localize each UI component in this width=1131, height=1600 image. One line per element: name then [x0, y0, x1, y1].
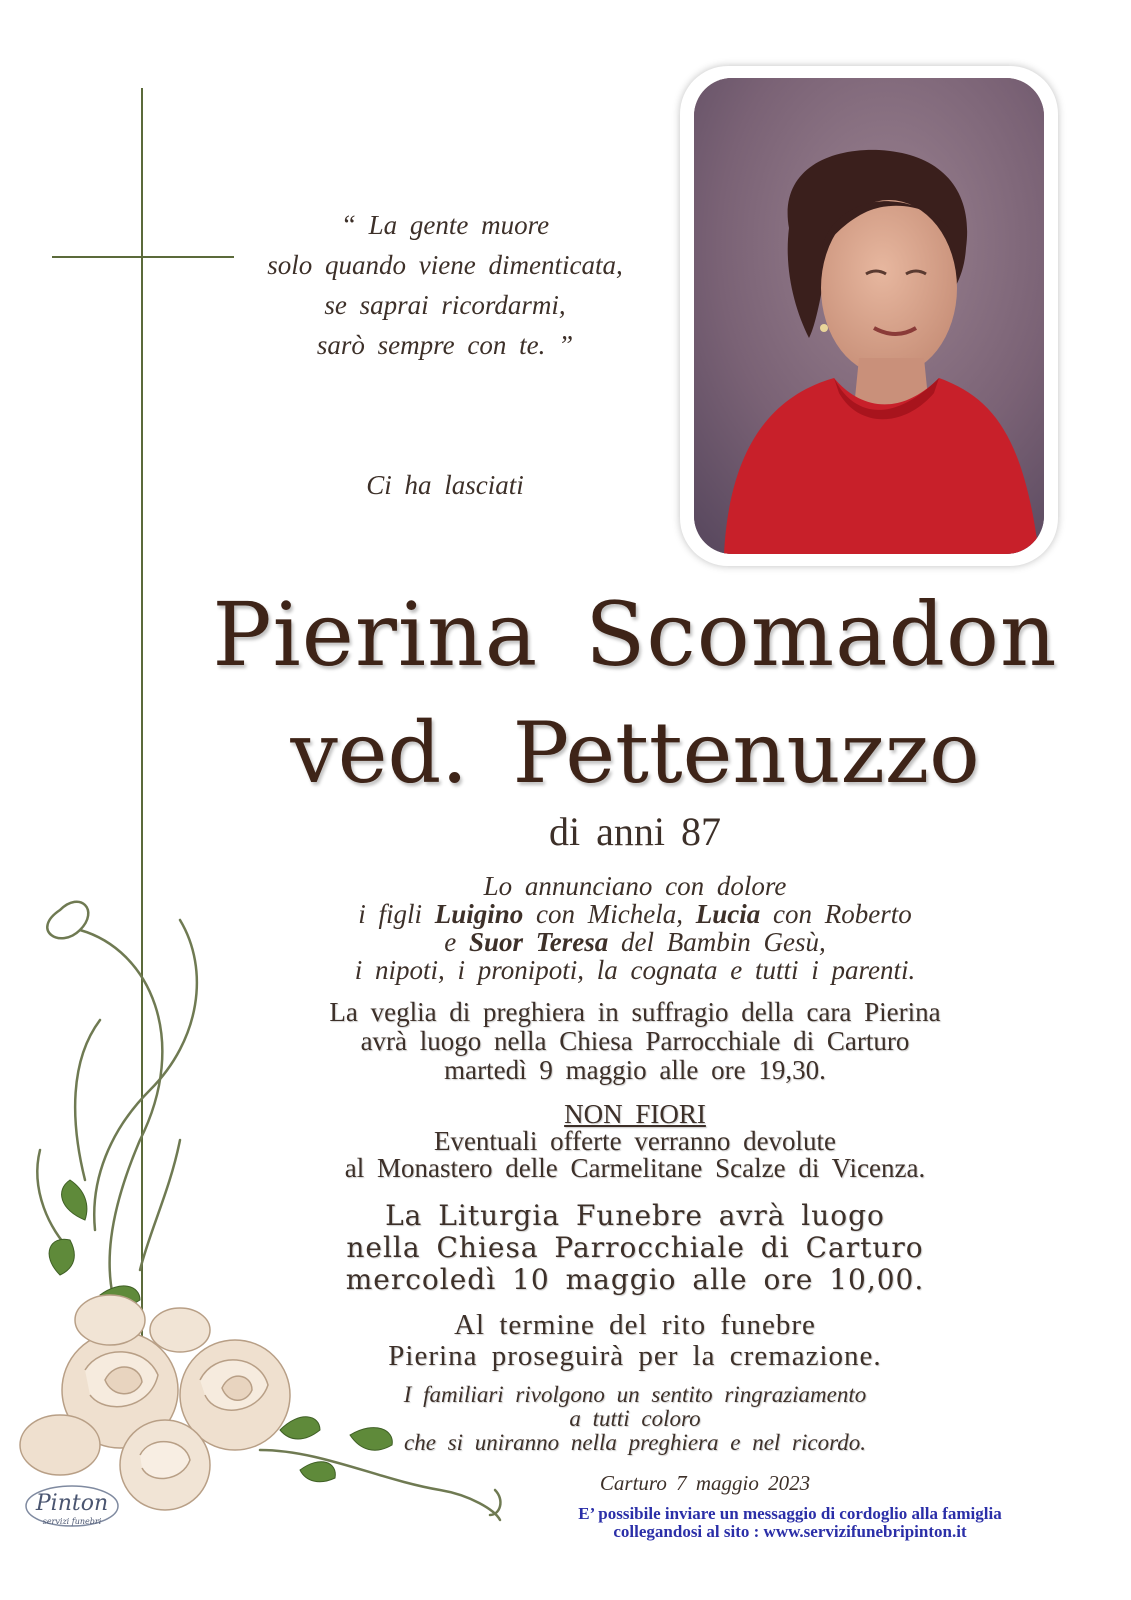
- thanks-line: che si uniranno nella preghiera e nel ricordo.: [404, 1430, 866, 1455]
- thanks-line: a tutti coloro: [569, 1406, 701, 1431]
- cremation-line: Pierina proseguirà per la cremazione.: [388, 1340, 882, 1372]
- pinton-logo: [22, 1478, 122, 1534]
- announcement-text: e: [444, 927, 469, 957]
- deceased-name: Pierina Scomadon: [212, 583, 1058, 686]
- website-notice-line: E’ possibile inviare un messaggio di cordoglio alla famiglia: [578, 1504, 1002, 1523]
- vigil-line: La veglia di preghiera in suffragio della cara Pierina: [329, 997, 941, 1027]
- memorial-quote: [225, 205, 665, 365]
- liturgy-line: nella Chiesa Parrocchiale di Carturo: [346, 1231, 924, 1264]
- quote-line: sarò sempre con te. ”: [316, 330, 574, 360]
- date-place: Carturo 7 maggio 2023: [599, 1471, 811, 1495]
- announcement-text: i figli: [358, 899, 435, 929]
- thanks-line: I familiari rivolgono un sentito ringraziamento: [403, 1382, 867, 1407]
- cross-horizontal-bar: [52, 256, 234, 258]
- liturgy-line: mercoledì 10 maggio alle ore 10,00.: [345, 1263, 925, 1296]
- child-name: Lucia: [695, 899, 761, 929]
- deceased-age: di anni 87: [549, 809, 721, 854]
- non-fiori-line: Eventuali offerte verranno devolute: [433, 1126, 837, 1156]
- liturgy-line: La Liturgia Funebre avrà luogo: [385, 1199, 885, 1232]
- child-name: Suor Teresa: [468, 927, 609, 957]
- condolence-website-notice: [520, 1505, 1060, 1541]
- portrait-photo: [694, 78, 1044, 554]
- logo-brand: Pinton: [35, 1491, 109, 1516]
- deceased-married-name: ved. Pettenuzzo: [290, 704, 980, 802]
- announcement-text: con Roberto: [760, 899, 912, 929]
- rose-decoration-icon: [0, 890, 520, 1540]
- non-fiori-title: NON FIORI: [564, 1099, 706, 1129]
- non-fiori-line: al Monastero delle Carmelitane Scalze di Vicenza.: [344, 1153, 926, 1183]
- quote-line: “ La gente muore: [340, 210, 550, 240]
- announcement-line: Lo annunciano con dolore: [483, 871, 787, 901]
- announcement-line: i nipoti, i pronipoti, la cognata e tutti i parenti.: [354, 955, 916, 985]
- website-notice-link[interactable]: collegandosi al sito : www.servizifunebripinton.it: [613, 1522, 967, 1541]
- cremation-line: Al termine del rito funebre: [454, 1309, 816, 1341]
- quote-line: solo quando viene dimenticata,: [267, 250, 623, 280]
- intro-text: Ci ha lasciati: [366, 470, 524, 500]
- logo-tagline: servizi funebri: [42, 1517, 102, 1526]
- portrait-frame: [680, 66, 1058, 566]
- announcement-text: con Michela,: [523, 899, 696, 929]
- child-name: Luigino: [434, 899, 524, 929]
- announcement-text: del Bambin Gesù,: [608, 927, 826, 957]
- quote-line: se saprai ricordarmi,: [324, 290, 566, 320]
- vigil-line: martedì 9 maggio alle ore 19,30.: [444, 1055, 826, 1085]
- vigil-line: avrà luogo nella Chiesa Parrocchiale di Carturo: [360, 1026, 910, 1056]
